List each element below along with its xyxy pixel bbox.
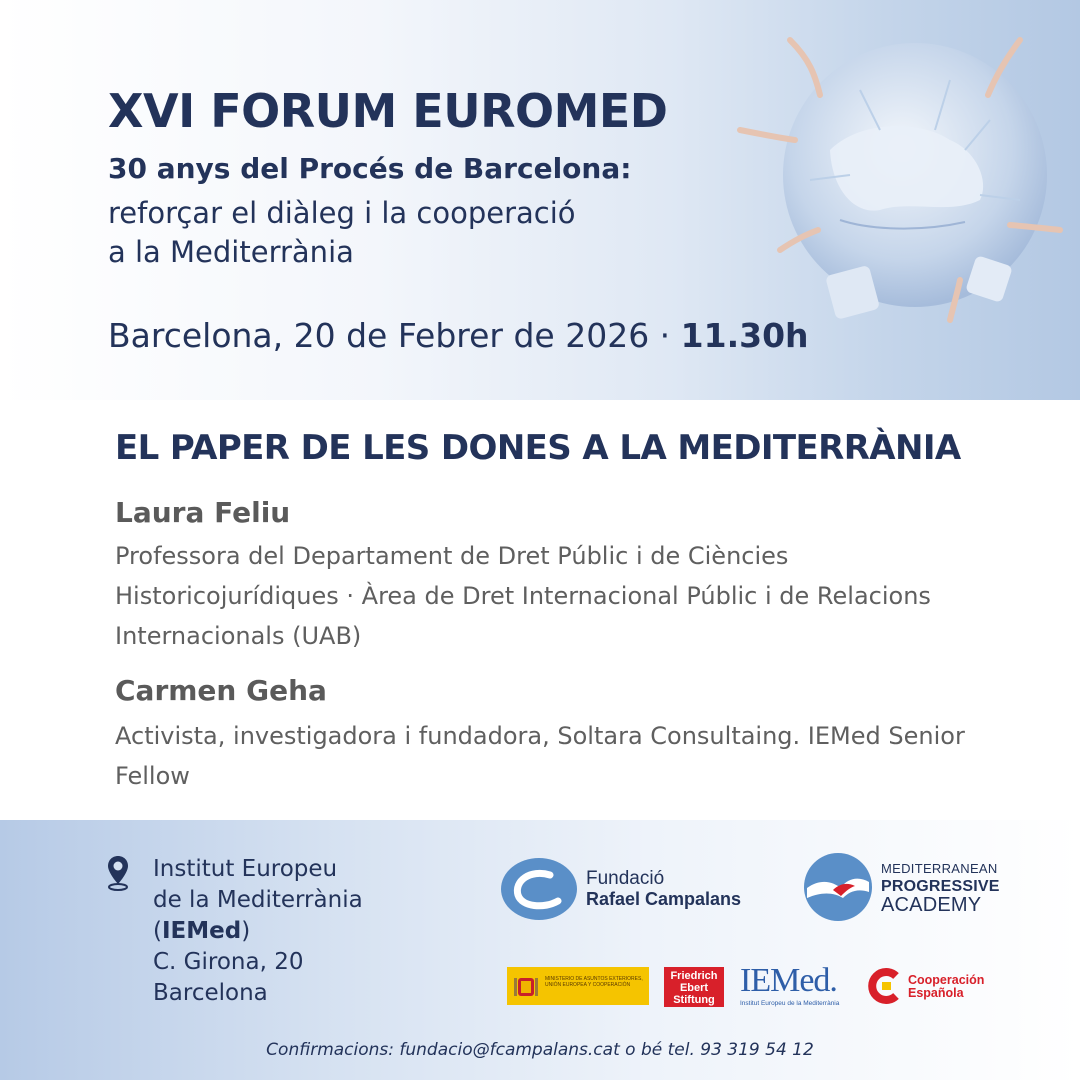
venue-city: Barcelona xyxy=(153,980,268,1006)
mpa-line2: PROGRESSIVE xyxy=(881,878,1000,895)
speaker-name: Carmen Geha xyxy=(115,674,327,707)
campalans-line2: Rafael Campalans xyxy=(586,889,742,909)
iemed-wordmark: IEMed. xyxy=(740,962,837,999)
event-date-text: Barcelona, 20 de Febrer de 2026 · xyxy=(108,316,681,355)
fundacio-campalans-logo xyxy=(500,855,760,925)
speaker-name: Laura Feliu xyxy=(115,496,291,529)
ministerio-text: MINISTERIO DE ASUNTOS EXTERIORES, UNIÓN EUROPEA Y COOPERACIÓN xyxy=(545,976,643,988)
speaker-description: Professora del Departament de Dret Públic i de Ciències Historicojurídiques · Àrea de Dret Internacional Públic i de Relacions Internacionals (UAB) xyxy=(115,542,931,650)
mpa-line1: MEDITERRANEAN xyxy=(881,861,998,876)
event-subtitle-line: reforçar el diàleg i la cooperació xyxy=(108,196,576,230)
venue-abbr-line: (IEMed) xyxy=(153,918,251,944)
venue-line: de la Mediterrània xyxy=(153,887,363,913)
venue-line: Institut Europeu xyxy=(153,856,338,882)
cooperacion-espanola-logo xyxy=(868,966,998,1008)
mediterranean-progressive-academy-logo xyxy=(803,852,1003,924)
event-date xyxy=(108,316,809,355)
coop-line2: Española xyxy=(908,986,964,1000)
speaker-description: Activista, investigadora i fundadora, Soltara Consultaing. IEMed Senior Fellow xyxy=(115,722,965,790)
venue-abbr: IEMed xyxy=(161,918,242,944)
campalans-line1: Fundació xyxy=(586,868,665,889)
header-banner xyxy=(0,0,1080,400)
venue-street: C. Girona, 20 xyxy=(153,949,304,975)
event-subtitle-bold: 30 anys del Procés de Barcelona: xyxy=(108,152,632,185)
iemed-logo xyxy=(740,962,860,1012)
location-pin-icon xyxy=(106,854,130,892)
confirmation-contact: Confirmacions: fundacio@fcampalans.cat o bé tel. 93 319 54 12 xyxy=(266,1040,814,1060)
event-subtitle-line: a la Mediterrània xyxy=(108,235,354,269)
cooperacion-mark-icon xyxy=(868,968,904,1004)
mpa-line3: ACADEMY xyxy=(881,894,982,916)
friedrich-ebert-stiftung-logo: Friedrich Ebert Stiftung xyxy=(664,967,724,1007)
event-title: XVI FORUM EUROMED xyxy=(108,84,668,138)
session-title: EL PAPER DE LES DONES A LA MEDITERRÀNIA xyxy=(115,428,961,468)
mpa-wave-icon xyxy=(803,852,873,922)
campalans-mark-icon xyxy=(500,857,578,921)
ministerio-exteriores-logo xyxy=(507,967,649,1005)
venue-address xyxy=(153,854,363,1009)
spain-coat-of-arms-icon xyxy=(512,972,540,1000)
iemed-subtitle: Institut Europeu de la Mediterrània xyxy=(740,1000,840,1007)
coop-line1: Cooperación xyxy=(908,973,985,987)
event-time: 11.30h xyxy=(680,316,809,355)
